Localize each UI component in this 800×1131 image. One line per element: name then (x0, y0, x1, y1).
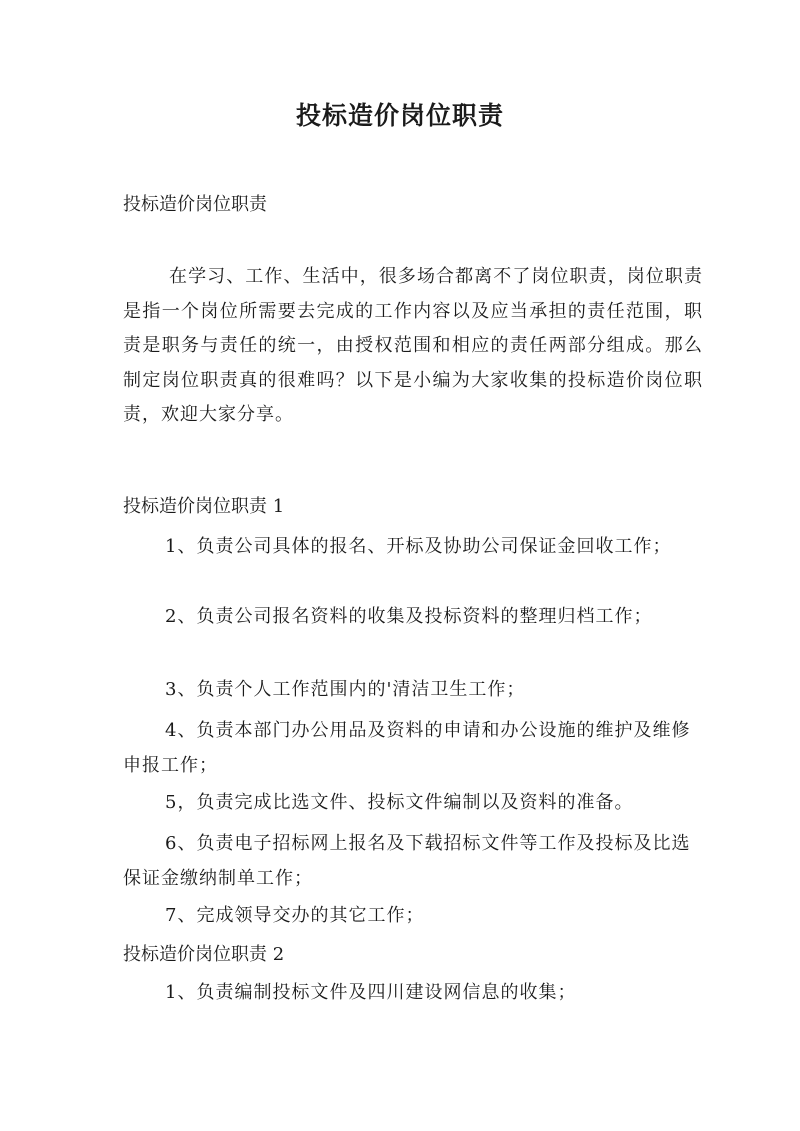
duty-item: 1、负责公司具体的报名、开标及协助公司保证金回收工作； (165, 536, 672, 557)
document-subtitle: 投标造价岗位职责 (123, 194, 267, 215)
duty-item: 2、负责公司报名资料的收集及投标资料的整理归档工作； (165, 606, 653, 627)
duty-item: 6、负责电子招标网上报名及下载招标文件等工作及投标及比选保证金缴纳制单工作； (123, 833, 691, 889)
section-heading-2: 投标造价岗位职责 2 (123, 944, 285, 965)
duty-item: 4、负责本部门办公用品及资料的申请和办公设施的维护及维修申报工作； (123, 720, 691, 776)
section-heading-1: 投标造价岗位职责 1 (123, 496, 285, 517)
duty-item: 5，负责完成比选文件、投标文件编制以及资料的准备。 (165, 792, 634, 813)
duty-item: 7、完成领导交办的其它工作； (165, 905, 425, 926)
intro-paragraph: 在学习、工作、生活中，很多场合都离不了岗位职责，岗位职责是指一个岗位所需要去完成的工作内容以及应当承担的责任范围，职责是职务与责任的统一，由授权范围和相应的责任两部分组成。那么制定岗位职责真的很难吗？以下是小编为大家收集的投标造价岗位职责，欢迎大家分享。 (123, 266, 703, 425)
duty-item: 3、负责个人工作范围内的'清洁卫生工作； (165, 679, 526, 700)
duty-item: 1、负责编制投标文件及四川建设网信息的收集； (165, 982, 577, 1003)
page-title: 投标造价岗位职责 (295, 101, 504, 130)
